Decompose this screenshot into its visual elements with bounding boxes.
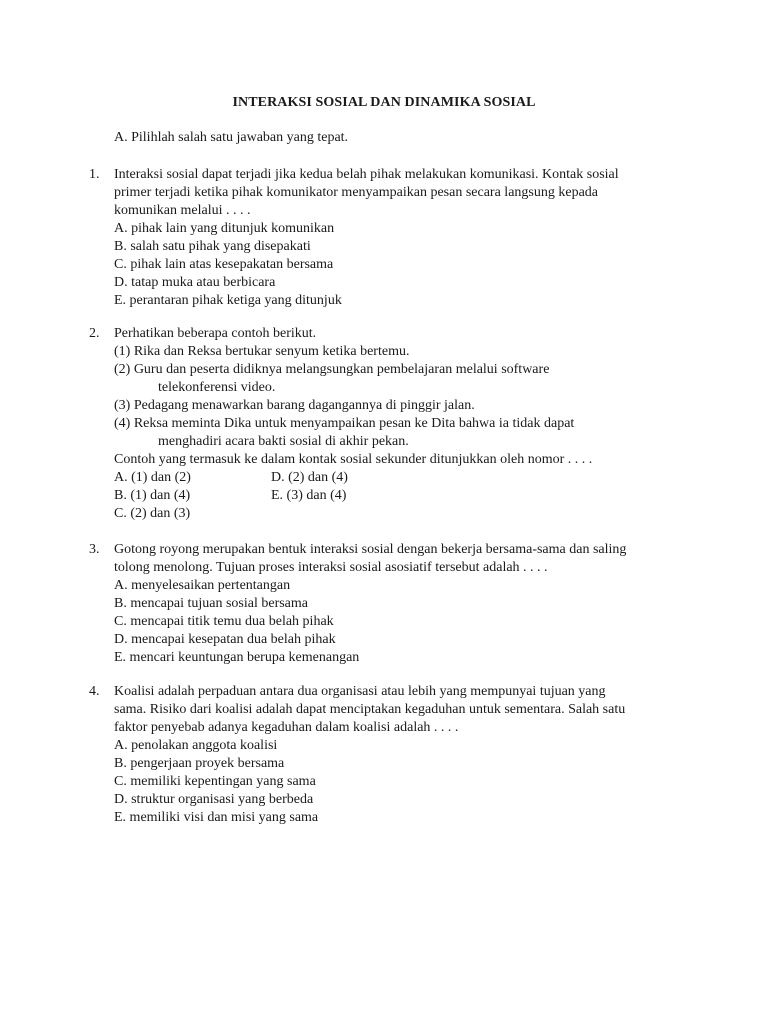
answer-option-b: B. (1) dan (4): [114, 488, 191, 503]
answer-option-a: A. pihak lain yang ditunjuk komunikan: [114, 221, 335, 236]
answer-option-e: E. perantaran pihak ketiga yang ditunjuk: [114, 293, 342, 308]
page-title: INTERAKSI SOSIAL DAN DINAMIKA SOSIAL: [232, 95, 536, 110]
question-stem-line: Interaksi sosial dapat terjadi jika kedua belah pihak melakukan komunikasi. Kontak sosial: [114, 167, 619, 182]
question-stem-line: Koalisi adalah perpaduan antara dua organisasi atau lebih yang mempunyai tujuan yang: [114, 684, 606, 699]
answer-option-d: D. (2) dan (4): [271, 470, 348, 485]
question-4: [89, 683, 689, 827]
question-body: [114, 166, 689, 310]
example-item-2: (2) Guru dan peserta didiknya melangsungkan pembelajaran melalui software: [114, 362, 550, 377]
question-body: [114, 683, 689, 827]
question-2: [89, 325, 689, 523]
answer-option-c: C. (2) dan (3): [114, 506, 191, 521]
answer-option-e: E. memiliki visi dan misi yang sama: [114, 810, 319, 825]
question-number: 4.: [89, 684, 100, 699]
answer-option-e: E. mencari keuntungan berupa kemenangan: [114, 650, 360, 665]
answer-option-d: D. struktur organisasi yang berbeda: [114, 792, 314, 807]
answer-option-d: D. mencapai kesepatan dua belah pihak: [114, 632, 336, 647]
example-item-4: (4) Reksa meminta Dika untuk menyampaikan pesan ke Dita bahwa ia tidak dapat: [114, 416, 575, 431]
question-intro: Perhatikan beberapa contoh berikut.: [114, 326, 317, 341]
question-body: [114, 541, 689, 667]
answer-option-e: E. (3) dan (4): [271, 488, 347, 503]
answer-option-c: C. memiliki kepentingan yang sama: [114, 774, 316, 789]
question-stem-line: tolong menolong. Tujuan proses interaksi sosial asosiatif tersebut adalah . . . .: [114, 560, 548, 575]
question-number: 1.: [89, 167, 100, 182]
answer-option-row: [114, 505, 689, 523]
instruction-text: A. Pilihlah salah satu jawaban yang tepat.: [114, 130, 349, 145]
example-item-3: (3) Pedagang menawarkan barang dagangannya di pinggir jalan.: [114, 398, 475, 413]
answer-option-b: B. salah satu pihak yang disepakati: [114, 239, 311, 254]
question-stem-line: sama. Risiko dari koalisi adalah dapat menciptakan kegaduhan untuk sementara. Salah satu: [114, 702, 626, 717]
question-3: [89, 541, 689, 667]
question-number: 3.: [89, 542, 100, 557]
answer-option-a: A. (1) dan (2): [114, 470, 191, 485]
question-stem-line: Gotong royong merupakan bentuk interaksi sosial dengan bekerja bersama-sama dan saling: [114, 542, 627, 557]
answer-option-a: A. penolakan anggota koalisi: [114, 738, 278, 753]
answer-option-b: B. mencapai tujuan sosial bersama: [114, 596, 308, 611]
question-body: [114, 325, 689, 523]
question-1: [89, 166, 689, 310]
question-stem-line: komunikan melalui . . . .: [114, 203, 251, 218]
question-stem-line: faktor penyebab adanya kegaduhan dalam koalisi adalah . . . .: [114, 720, 459, 735]
question-prompt: Contoh yang termasuk ke dalam kontak sosial sekunder ditunjukkan oleh nomor . . . .: [114, 452, 593, 467]
answer-option-b: B. pengerjaan proyek bersama: [114, 756, 285, 771]
answer-option-d: D. tatap muka atau berbicara: [114, 275, 276, 290]
answer-option-row: [114, 469, 689, 487]
example-item-2-continuation: telekonferensi video.: [158, 380, 276, 395]
question-stem-line: primer terjadi ketika pihak komunikator menyampaikan pesan secara langsung kepada: [114, 185, 598, 200]
question-number: 2.: [89, 326, 100, 341]
answer-option-c: C. mencapai titik temu dua belah pihak: [114, 614, 334, 629]
answer-option-row: [114, 487, 689, 505]
example-item-1: (1) Rika dan Reksa bertukar senyum ketika bertemu.: [114, 344, 410, 359]
example-item-4-continuation: menghadiri acara bakti sosial di akhir pekan.: [158, 434, 409, 449]
answer-option-a: A. menyelesaikan pertentangan: [114, 578, 291, 593]
answer-option-c: C. pihak lain atas kesepakatan bersama: [114, 257, 334, 272]
